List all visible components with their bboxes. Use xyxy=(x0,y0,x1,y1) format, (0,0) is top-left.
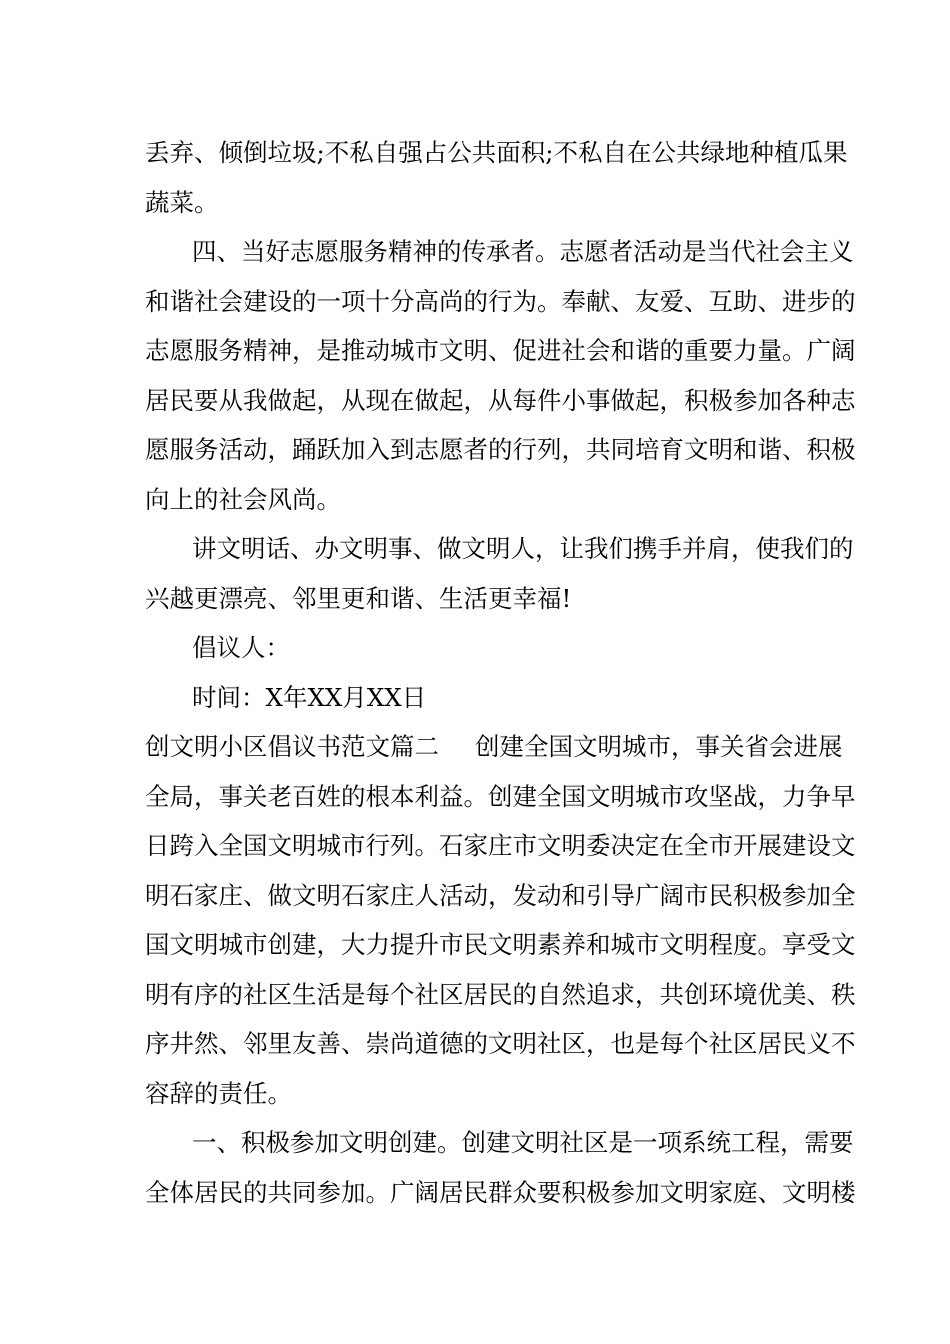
section-text: 创建全国文明城市，事关省会进展 xyxy=(475,732,843,761)
section-title: 创文明小区倡议书范文篇二 xyxy=(145,732,439,761)
text-line: 蔬菜。 xyxy=(145,187,219,217)
text-line: 和谐社会建设的一项十分高尚的行为。奉献、友爱、互助、进步的 xyxy=(145,286,856,316)
paragraph-start-line: 四、当好志愿服务精神的传承者。志愿者活动是当代社会主义 xyxy=(192,237,854,266)
paragraph-start-line: 讲文明话、办文明事、做文明人，让我们携手并肩，使我们的 xyxy=(192,534,854,563)
text-line: 向上的社会风尚。 xyxy=(145,484,341,514)
text-line: 丢弃、倾倒垃圾;不私自强占公共面积;不私自在公共绿地种植瓜果 xyxy=(145,138,848,167)
text-line: 兴越更漂亮、邻里更和谐、生活更幸福! xyxy=(145,583,572,613)
text-line: 全体居民的共同参加。广阔居民群众要积极参加文明家庭、文明楼 xyxy=(145,1177,856,1207)
text-line: 国文明城市创建，大力提升市民文明素养和城市文明程度。享受文 xyxy=(145,930,856,959)
text-line: 愿服务活动，踊跃加入到志愿者的行列，共同培育文明和谐、积极 xyxy=(145,435,856,464)
date-line: 时间：X年XX月XX日 xyxy=(192,682,427,712)
section-heading-line xyxy=(145,722,843,772)
document-body xyxy=(145,128,856,1217)
text-line: 日跨入全国文明城市行列。石家庄市文明委决定在全市开展建设文 xyxy=(145,831,856,860)
proposer-line: 倡议人： xyxy=(192,633,290,662)
text-line: 明石家庄、做文明石家庄人活动，发动和引导广阔市民积极参加全 xyxy=(145,880,856,910)
text-line: 容辞的责任。 xyxy=(145,1078,292,1108)
paragraph-start-line: 一、积极参加文明创建。创建文明社区是一项系统工程，需要 xyxy=(192,1128,854,1157)
text-line: 序井然、邻里友善、崇尚道德的文明社区，也是每个社区居民义不 xyxy=(145,1029,856,1058)
text-line: 明有序的社区生活是每个社区居民的自然追求，共创环境优美、秩 xyxy=(145,979,856,1009)
text-line: 志愿服务精神，是推动城市文明、促进社会和谐的重要力量。广阔 xyxy=(145,336,856,365)
text-line: 居民要从我做起，从现在做起，从每件小事做起，积极参加各种志 xyxy=(145,385,856,415)
text-line: 全局，事关老百姓的根本利益。创建全国文明城市攻坚战，力争早 xyxy=(145,781,856,811)
